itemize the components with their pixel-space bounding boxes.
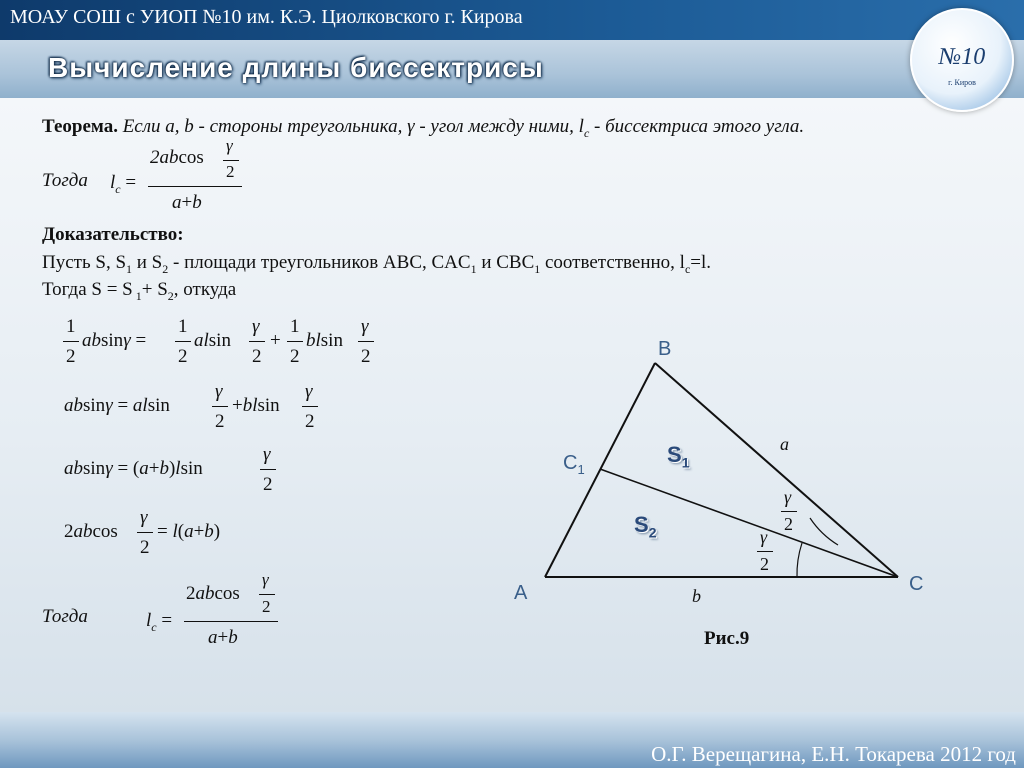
theorem-text-end: - биссектриса этого угла.	[589, 116, 805, 137]
proof-line1-end: соответственно, l	[540, 252, 685, 273]
then-label-1: Тогда	[42, 170, 88, 191]
theorem-sub: c	[583, 125, 590, 140]
proof-sub: c	[684, 261, 691, 276]
vertex-C1-label	[563, 452, 585, 477]
proof-line1-mid: и S	[132, 252, 163, 273]
proof-line1-text: Пусть S, S	[42, 252, 127, 273]
proof-sub: 2	[167, 288, 174, 303]
proof-line1-rest: - площади треугольников ABC, CAC	[168, 252, 471, 273]
s1-sub: 1	[681, 454, 690, 471]
area-S1-label	[667, 442, 689, 470]
footer-authors: О.Г. Верещагина, Е.Н. Токарева 2012 год	[651, 742, 1016, 766]
proof-sub: 2	[162, 261, 169, 276]
proof-line1-mid2: и CBC	[476, 252, 535, 273]
c1-sub: 1	[577, 462, 585, 477]
proof-sub: 1	[132, 288, 142, 303]
s2-letter: S	[634, 512, 649, 537]
proof-sub: 1	[470, 261, 477, 276]
vertex-B-label: B	[658, 338, 672, 360]
side-AB	[545, 363, 655, 577]
proof-line2-end: , откуда	[173, 279, 237, 300]
side-BC	[655, 363, 898, 577]
two-upper: 2	[784, 514, 793, 534]
then-label-2: Тогда	[42, 606, 88, 627]
logo-caption: г. Киров	[948, 78, 976, 87]
theorem-text: Если a, b - стороны треугольника, γ - угол между ними, l	[122, 116, 584, 137]
side-b-label: b	[692, 586, 701, 606]
proof-sub: 1	[534, 261, 541, 276]
proof-line1-tail: =l.	[690, 252, 712, 273]
vertex-C-label: C	[909, 573, 924, 595]
area-S2-label	[634, 512, 656, 540]
angle-arc-upper	[810, 518, 838, 545]
gamma-lower: γ	[760, 527, 768, 547]
logo-number: №10	[938, 44, 986, 70]
side-a-label: a	[780, 434, 789, 454]
s1-letter: S	[667, 442, 682, 467]
proof-sub: 1	[126, 261, 133, 276]
angle-arc-lower	[797, 543, 802, 577]
proof-label: Доказательство:	[42, 224, 184, 245]
gamma-upper: γ	[784, 487, 792, 507]
c1-letter: C	[563, 452, 578, 474]
proof-line2-mid: + S	[141, 279, 168, 300]
theorem-label: Теорема.	[42, 116, 118, 137]
two-lower: 2	[760, 554, 769, 574]
slide-title: Вычисление длины биссектрисы	[48, 52, 544, 83]
proof-line2-text: Тогда S = S	[42, 279, 133, 300]
school-name: МОАУ СОШ с УИОП №10 им. К.Э. Циолковского г. Кирова	[10, 6, 523, 28]
slide: МОАУ СОШ с УИОП №10 им. К.Э. Циолковского г. Кирова Вычисление длины биссектрисы №10 г. Киров Теорема. Если a, b - стороны треугольника, γ - угол между ними, $l_c$ - биссектриса этого угла. Тогда $l_c$ = 2abcos γ 2 a+b Доказательство: Пусть S, $S_1$ и $S_2$ - площади треугольников ABC, $CAC_1$ и $CBC_1$ соответственно, $l_c=l$. Тогда S = S $_1+ S_2$, откуда 1 2 absinγ = 1 2 alsin γ 2 + 1 2 blsin γ 2 absinγ = alsin γ 2 +blsin γ 2 absinγ = (a+b)lsin γ 2 2abcos γ 2 = l(a+b) Тогда $l_c$ = 2abcos γ 2 a+b B A C $C_1$ a b $S_1$ $S_2$ γ 2 γ 2 Рис.9 О.Г. Верещагина, Е.Н. Токарева 2012 год	[0, 0, 1024, 768]
s2-sub: 2	[648, 524, 657, 541]
vertex-A-label: A	[514, 582, 528, 604]
figure-caption: Рис.9	[704, 628, 750, 649]
